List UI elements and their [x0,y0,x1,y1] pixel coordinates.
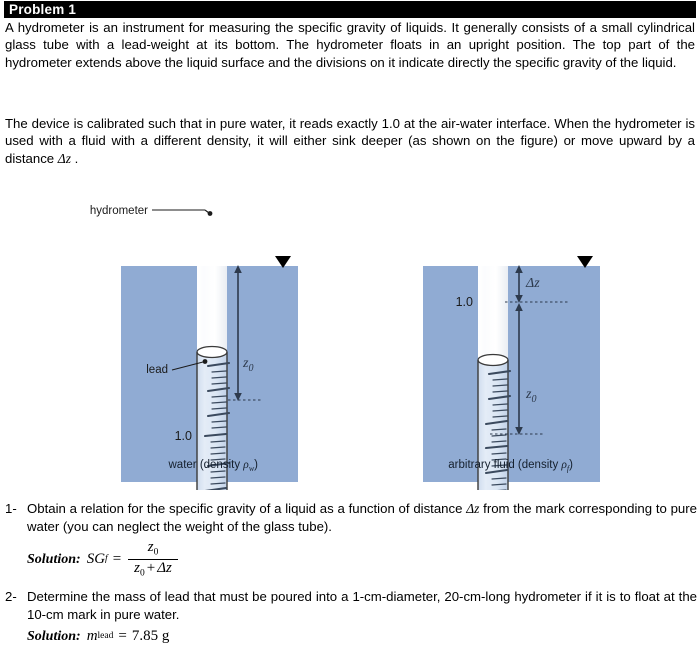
formula2-lhs-sub: lead [97,631,114,642]
right-figure-group [423,256,600,490]
left-hydrometer-tube [197,266,229,490]
left-tube-rim [197,347,227,358]
formula-den-op: + [146,560,156,577]
question-2-text: Determine the mass of lead that must be poured into a 1-cm-diameter, 20-cm-long hydrometer if it is to float at the 10-cm mark in pure water. [27,589,697,622]
right-caption-close: ) [569,459,573,471]
left-caption [168,459,259,473]
left-z0-label-text: z [243,356,249,371]
question-1-formula [87,540,180,580]
question-1-number: 1- [5,501,17,516]
intro-paragraph-2-text: The device is calibrated such that in pure water, it reads exactly 1.0 at the air-water interface. When the hydrometer is used with a fluid with a different density, it will either sink deeper (as shown on the figure) or move upward by a distance [5,116,695,166]
left-caption-sub: w [248,464,255,473]
right-caption-text: arbitrary fluid (density [448,459,562,471]
right-caption [448,459,573,473]
intro-paragraph-1: A hydrometer is an instrument for measuring the specific gravity of liquids. It generally consists of a small cylindrical glass tube with a lead-weight at its bottom. The hydrometer floats in an upright position. The top part of the hydrometer extends above the liquid surface and the divisions on it indicate directly the specific gravity of the liquid. [5,20,695,70]
question-1-solution-label: Solution: [27,552,81,568]
question-2-row [5,588,697,623]
delta-z-symbol-intro: Δz [57,150,71,166]
question-1-text [27,500,697,535]
formula-den-a: z [134,560,140,577]
right-tube-rim [478,355,508,366]
formula-numerator-sub: 0 [153,547,159,558]
right-mark-label-text: 1.0 [455,295,473,309]
left-hydrometer-label-text: hydrometer [89,205,148,217]
left-hydrometer-leader [152,210,212,216]
intro-paragraph-2-tail: . [70,150,79,166]
right-caption-rho: ρ [561,459,567,471]
formula2-value: 7.85 g [131,628,170,645]
left-lead-label-text: lead [146,364,168,376]
question-1-text-after: from the mark corresponding to pure water (you can neglect the weight of the glass tube). [27,501,697,534]
formula-denominator [128,559,178,579]
formula2-equals: = [118,628,127,645]
question-1-text-before: Obtain a relation for the specific gravity of a liquid as a function of distance [27,501,467,516]
left-lead-label [146,364,168,376]
hydrometer-figure-svg [0,170,700,490]
formula-lhs-sub: f [105,554,108,565]
intro-paragraph-2 [5,115,695,167]
right-dz-label [525,276,540,291]
formula-lhs: SG [86,551,106,568]
formula-equals: = [112,551,122,568]
left-z0-sub-text: 0 [248,363,254,374]
question-1-row [5,500,697,535]
right-mark-label [456,295,473,309]
hydrometer-figure [0,170,700,490]
right-fluid-body [423,266,600,482]
left-hydrometer-label [90,205,148,217]
question-2-number: 2- [5,589,17,604]
left-mark-label-text: 1.0 [174,429,192,443]
formula-numerator-var: z [147,539,154,556]
right-z0-sub-text: 0 [531,394,537,405]
left-caption-close: ) [254,459,258,471]
left-caption-text: water (density [168,459,244,471]
left-caption-rho: ρ [243,459,249,471]
question-2-solution [27,628,697,646]
left-tube-upper-fill [197,266,227,352]
question-2-formula [87,628,170,646]
left-figure-group [90,205,298,490]
delta-z-symbol-q1: Δz [466,501,480,516]
formula-fraction [128,540,178,580]
question-1 [5,500,697,580]
formula2-lhs: m [86,628,98,645]
right-tube-upper-fill [478,266,508,360]
right-dz-label-text: Δz [526,276,540,291]
right-hydrometer-tube [478,266,510,490]
formula-numerator [142,540,165,559]
formula-den-a-sub: 0 [140,568,145,579]
left-mark-label [175,429,192,443]
question-1-solution [27,540,697,580]
page-title: Problem 1 [4,1,696,18]
question-2-solution-label: Solution: [27,629,81,645]
right-caption-sub: f [566,464,570,473]
formula-den-b: Δz [157,560,172,577]
right-z0-label-text: z [526,387,532,402]
question-2 [5,588,697,646]
